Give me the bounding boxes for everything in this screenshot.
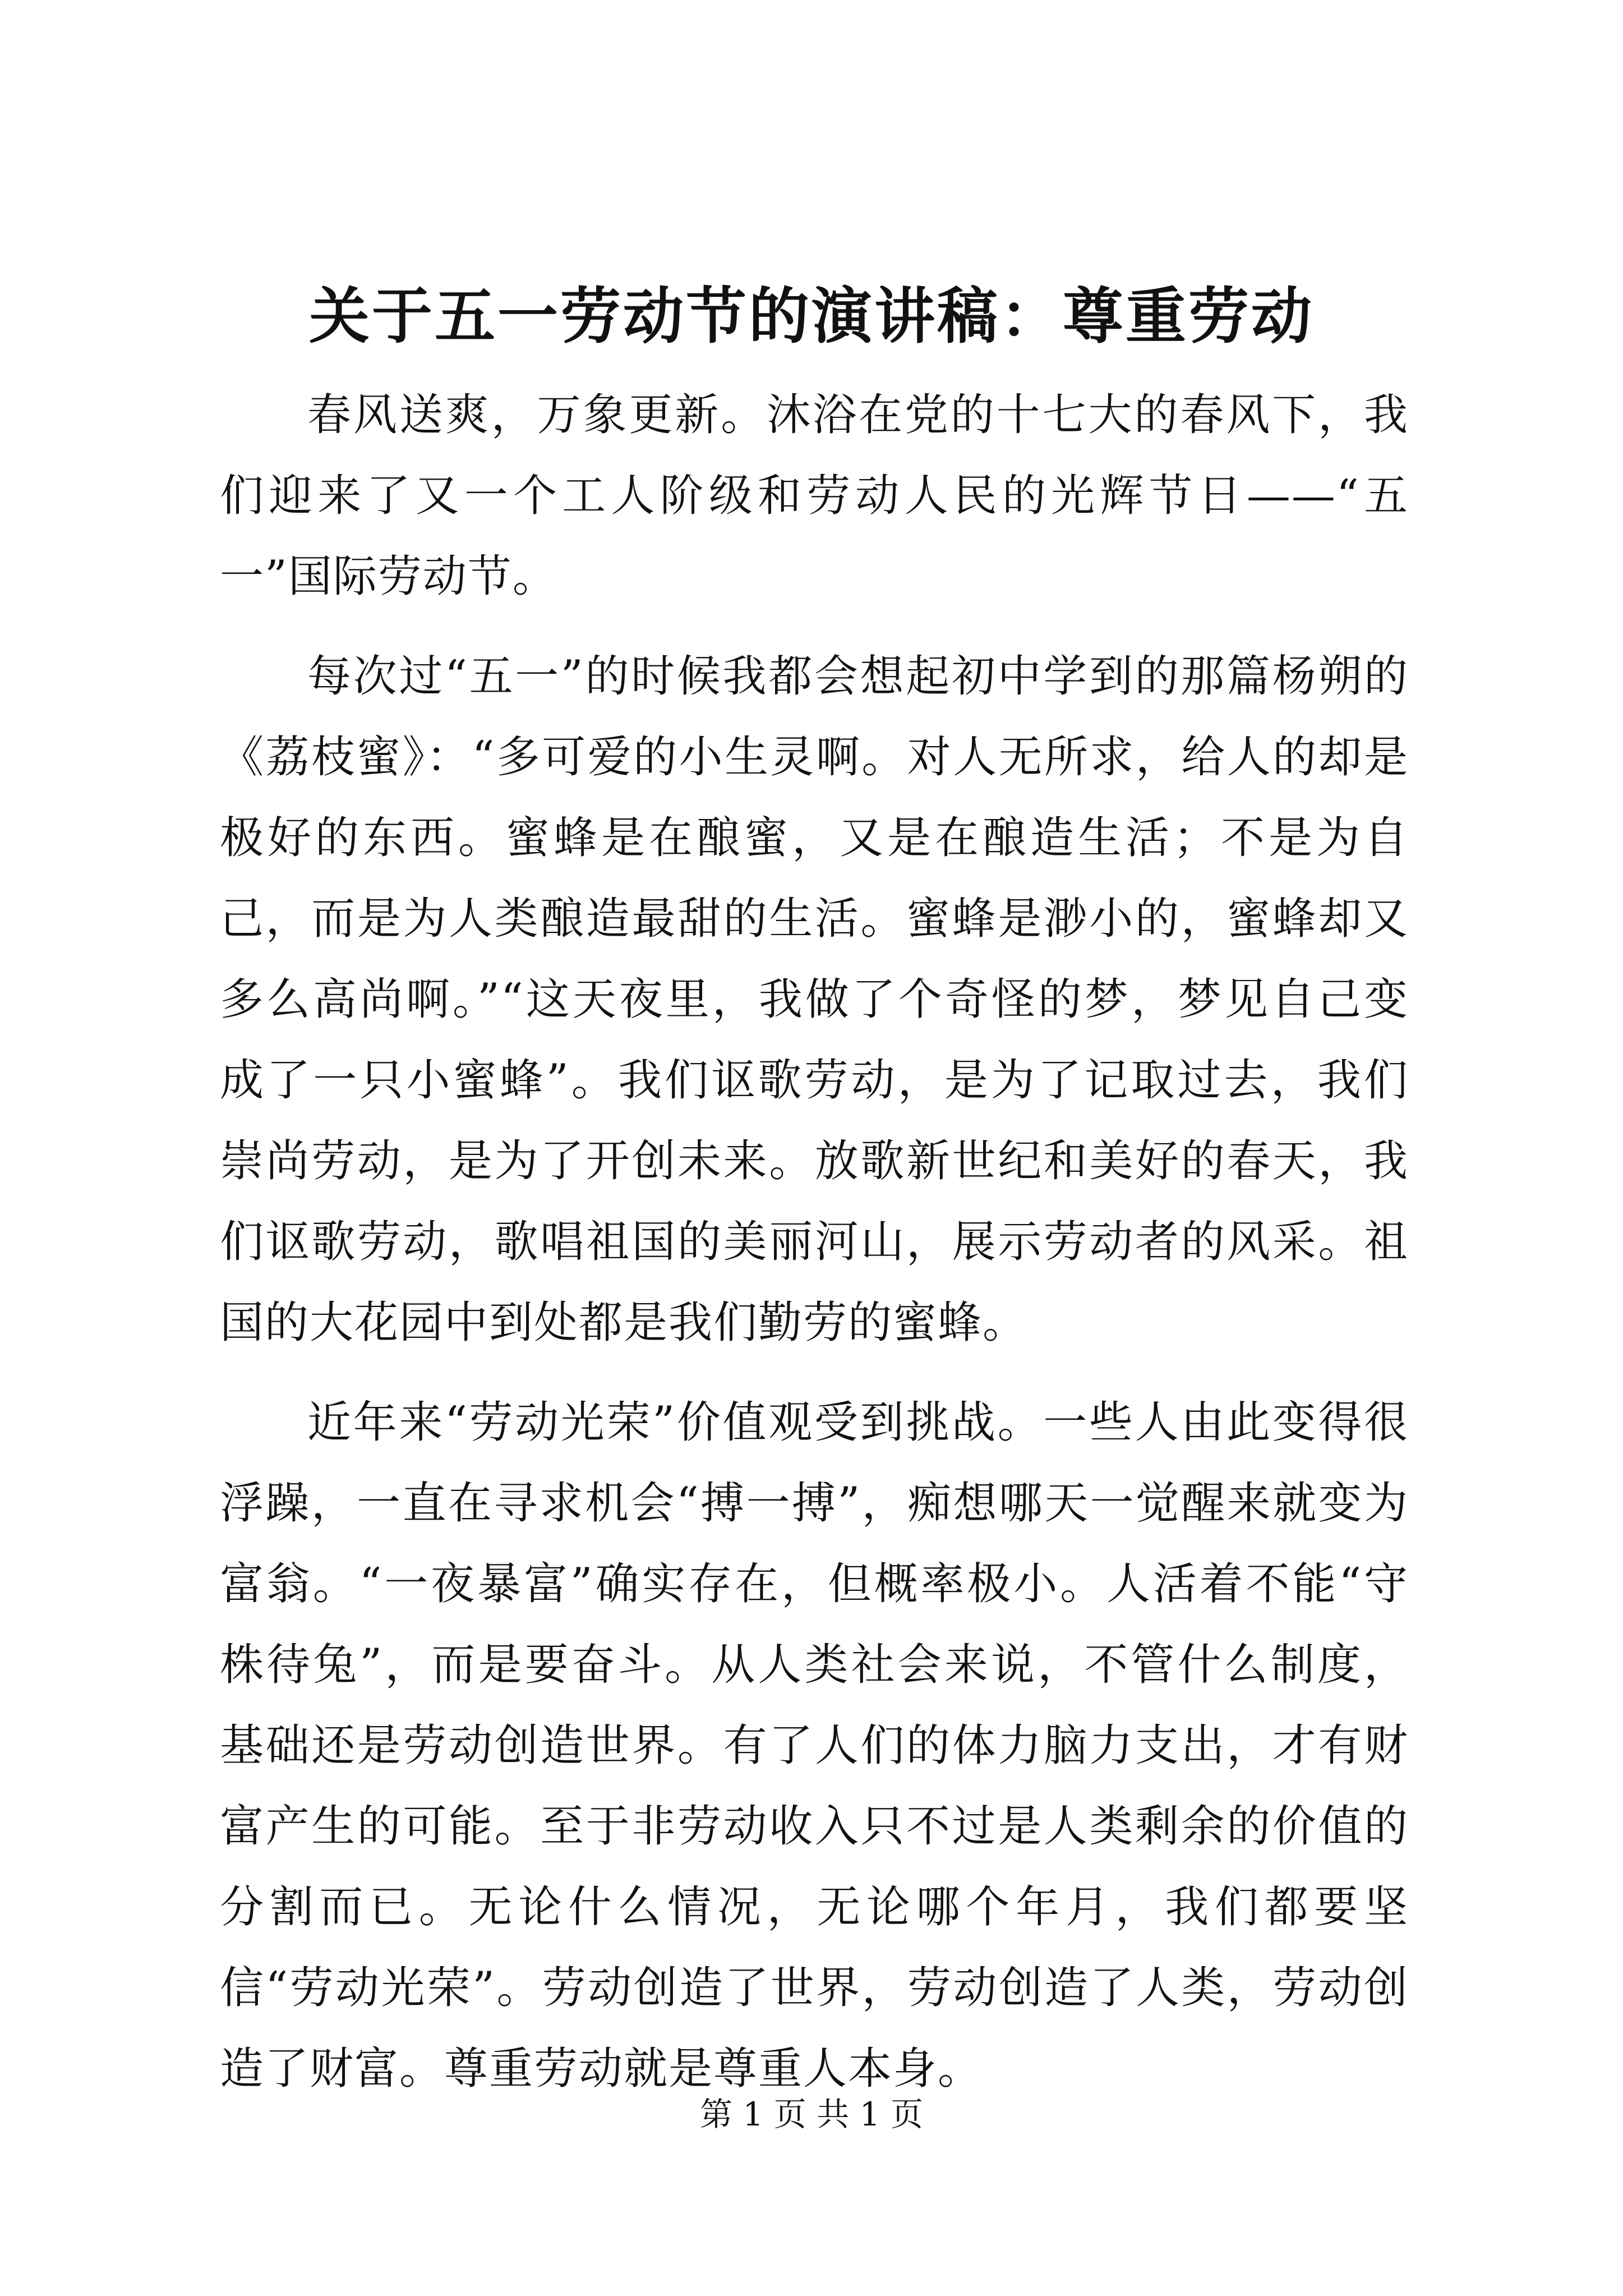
paragraph-1: 春风送爽，万象更新。沐浴在党的十七大的春风下，我们迎来了又一个工人阶级和劳动人民的光辉节日——“五一”国际劳动节。 — [220, 390, 1409, 602]
page-footer: 第 1 页 共 1 页 — [700, 2095, 923, 2133]
document-title: 关于五一劳动节的演讲稿：尊重劳动 — [308, 281, 1314, 352]
document-body — [220, 375, 1409, 2128]
paragraph-3: 近年来“劳动光荣”价值观受到挑战。一些人由此变得很浮躁，一直在寻求机会“搏一搏”，痴想哪天一觉醒来就变为富翁。“一夜暴富”确实存在，但概率极小。人活着不能“守株待兔”，而是要奋斗。从人类社会来说，不管什么制度，基础还是劳动创造世界。有了人们的体力脑力支出，才有财富产生的可能。至于非劳动收入只不过是人类剩余的价值的分割而已。无论什么情况，无论哪个年月，我们都要坚信“劳动光荣”。劳动创造了世界，劳动创造了人类，劳动创造了财富。尊重劳动就是尊重人本身。 — [220, 1397, 1409, 2094]
paragraph-2: 每次过“五一”的时候我都会想起初中学到的那篇杨朔的《荔枝蜜》：“多可爱的小生灵啊。对人无所求，给人的却是极好的东西。蜜蜂是在酿蜜，又是在酿造生活；不是为自己，而是为人类酿造最甜的生活。蜜蜂是渺小的，蜜蜂却又多么高尚啊。”“这天夜里，我做了个奇怪的梦，梦见自己变成了一只小蜜蜂”。我们讴歌劳动，是为了记取过去，我们崇尚劳动，是为了开创未来。放歌新世纪和美好的春天，我们讴歌劳动，歌唱祖国的美丽河山，展示劳动者的风采。祖国的大花园中到处都是我们勤劳的蜜蜂。 — [220, 651, 1409, 1348]
